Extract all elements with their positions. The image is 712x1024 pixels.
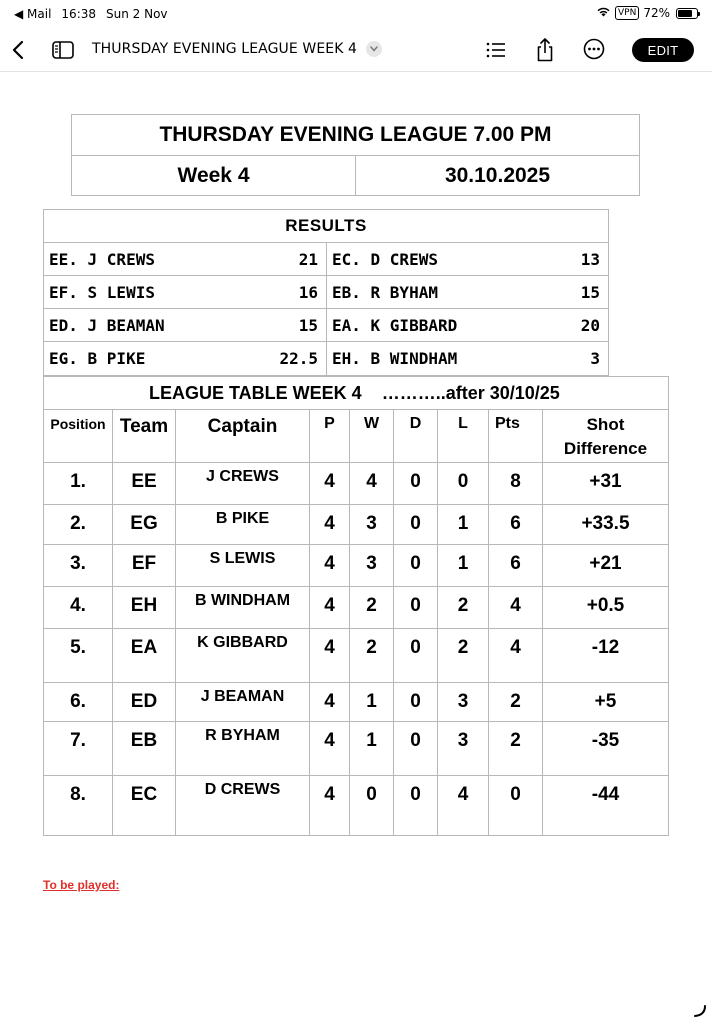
cell-captain: J BEAMAN	[176, 683, 310, 721]
cell-team: EH	[113, 587, 176, 628]
league-title: THURSDAY EVENING LEAGUE 7.00 PM	[72, 115, 639, 156]
resize-handle-icon[interactable]	[693, 1003, 707, 1022]
cell-shot-difference: +0.5	[586, 595, 625, 616]
battery-icon	[676, 8, 698, 19]
cell-captain: B PIKE	[176, 505, 310, 544]
chevron-down-icon[interactable]	[366, 41, 382, 57]
result-cell	[327, 309, 608, 341]
result-score: 3	[590, 349, 600, 368]
cell-played: 4	[310, 463, 350, 504]
result-team: EE. J CREWS	[49, 249, 155, 269]
result-cell	[327, 342, 608, 375]
cell-captain: S LEWIS	[176, 545, 310, 586]
result-cell	[327, 276, 608, 308]
cell-lost: 2	[438, 587, 489, 628]
result-team: EA. K GIBBARD	[332, 315, 458, 335]
cell-position: 3.	[44, 545, 113, 586]
vpn-badge: VPN	[615, 6, 639, 20]
cell-position: 6.	[44, 683, 113, 721]
cell-won: 1	[350, 722, 394, 775]
cell-points: 2	[489, 722, 543, 775]
battery-percent: 72%	[643, 6, 670, 20]
wifi-icon	[596, 6, 611, 20]
cell-played: 4	[310, 629, 350, 682]
cell-played: 4	[310, 587, 350, 628]
cell-won: 3	[350, 545, 394, 586]
cell-won: 2	[350, 587, 394, 628]
cell-won: 1	[350, 683, 394, 721]
cell-shot-difference: +33.5	[581, 513, 630, 534]
result-score: 20	[580, 315, 600, 335]
col-header-position: Position	[44, 410, 113, 462]
week-label: Week 4	[72, 156, 356, 196]
league-header-table	[71, 114, 640, 196]
cell-team: EC	[113, 776, 176, 835]
cell-captain: B WINDHAM	[176, 587, 310, 628]
match-date: 30.10.2025	[444, 164, 551, 187]
cell-played: 4	[310, 683, 350, 721]
col-header-lost: L	[438, 410, 489, 462]
result-cell	[44, 243, 327, 275]
league-table-caption	[44, 377, 668, 410]
result-team: EH. B WINDHAM	[332, 349, 458, 368]
edit-button[interactable]: EDIT	[632, 38, 694, 62]
cell-captain: K GIBBARD	[176, 629, 310, 682]
cell-points: 6	[489, 505, 543, 544]
col-header-shot-line2: Difference	[563, 439, 648, 458]
cell-lost: 1	[438, 505, 489, 544]
cell-drawn: 0	[394, 505, 438, 544]
col-header-shot-difference	[543, 410, 668, 462]
cell-points: 4	[489, 587, 543, 628]
status-date: Sun 2 Nov	[106, 7, 168, 21]
cell-lost: 2	[438, 629, 489, 682]
cell-played: 4	[310, 505, 350, 544]
cell-played: 4	[310, 722, 350, 775]
result-team: EG. B PIKE	[49, 349, 146, 368]
result-team: EB. R BYHAM	[332, 282, 438, 302]
cell-team: EB	[113, 722, 176, 775]
result-cell	[44, 309, 327, 341]
results-row	[44, 342, 608, 375]
result-cell	[327, 243, 608, 275]
cell-won: 3	[350, 505, 394, 544]
cell-position: 8.	[44, 776, 113, 835]
cell-points: 8	[489, 463, 543, 504]
result-score: 22.5	[279, 349, 318, 368]
result-team: EC. D CREWS	[332, 249, 438, 269]
cell-drawn: 0	[394, 587, 438, 628]
cell-team: EG	[113, 505, 176, 544]
league-table-after-date: ………..after 30/10/25	[381, 382, 560, 403]
cell-shot-difference: +5	[594, 691, 617, 712]
cell-drawn: 0	[394, 629, 438, 682]
result-team: EF. S LEWIS	[49, 282, 155, 302]
cell-lost: 4	[438, 776, 489, 835]
table-row	[44, 587, 668, 629]
table-row	[44, 505, 668, 545]
cell-drawn: 0	[394, 463, 438, 504]
cell-team: ED	[113, 683, 176, 721]
cell-drawn: 0	[394, 776, 438, 835]
more-icon[interactable]	[583, 38, 605, 64]
cell-played: 4	[310, 545, 350, 586]
result-score: 15	[580, 282, 600, 302]
cell-points: 4	[489, 629, 543, 682]
results-table	[43, 209, 609, 376]
cell-shot-difference: -44	[591, 784, 620, 805]
cell-position: 7.	[44, 722, 113, 775]
cell-lost: 3	[438, 683, 489, 721]
cell-position: 4.	[44, 587, 113, 628]
result-score: 16	[298, 282, 318, 302]
results-row	[44, 276, 608, 309]
cell-position: 5.	[44, 629, 113, 682]
league-table-body	[44, 463, 668, 835]
status-time: 16:38	[61, 7, 97, 21]
list-icon[interactable]	[485, 40, 507, 64]
result-score: 13	[580, 249, 600, 269]
cell-drawn: 0	[394, 722, 438, 775]
table-row	[44, 776, 668, 835]
result-score: 21	[298, 249, 318, 269]
col-header-captain: Captain	[176, 410, 310, 462]
cell-captain: D CREWS	[176, 776, 310, 835]
table-row	[44, 683, 668, 722]
nav-bar	[0, 28, 712, 72]
cell-played: 4	[310, 776, 350, 835]
col-header-won: W	[350, 410, 394, 462]
document-title[interactable]: THURSDAY EVENING LEAGUE WEEK 4	[92, 41, 358, 57]
results-row	[44, 243, 608, 276]
result-cell	[44, 342, 327, 375]
cell-team: EE	[113, 463, 176, 504]
cell-points: 6	[489, 545, 543, 586]
to-be-played-heading: To be played:	[43, 878, 120, 892]
back-to-mail-link[interactable]: ◀ Mail	[14, 7, 52, 21]
league-table	[43, 376, 669, 836]
cell-team: EA	[113, 629, 176, 682]
sidebar-icon[interactable]	[51, 39, 75, 61]
cell-shot-difference: +31	[589, 471, 622, 492]
cell-shot-difference: -12	[591, 637, 620, 658]
table-row	[44, 463, 668, 505]
table-row	[44, 722, 668, 776]
cell-team: EF	[113, 545, 176, 586]
cell-captain: J CREWS	[176, 463, 310, 504]
cell-points: 0	[489, 776, 543, 835]
cell-won: 0	[350, 776, 394, 835]
league-table-title: LEAGUE TABLE WEEK 4	[149, 382, 362, 403]
table-row	[44, 545, 668, 587]
result-team: ED. J BEAMAN	[49, 315, 165, 335]
cell-shot-difference: -35	[591, 730, 620, 751]
cell-drawn: 0	[394, 545, 438, 586]
cell-shot-difference: +21	[589, 553, 622, 574]
cell-position: 2.	[44, 505, 113, 544]
league-table-header-row	[44, 410, 668, 463]
col-header-shot-line1: Shot	[586, 415, 625, 434]
cell-lost: 3	[438, 722, 489, 775]
cell-points: 2	[489, 683, 543, 721]
cell-lost: 0	[438, 463, 489, 504]
status-bar	[0, 0, 712, 28]
cell-position: 1.	[44, 463, 113, 504]
cell-captain: R BYHAM	[176, 722, 310, 775]
cell-won: 2	[350, 629, 394, 682]
table-row	[44, 629, 668, 683]
result-score: 15	[298, 315, 318, 335]
col-header-played: P	[310, 410, 350, 462]
results-heading: RESULTS	[44, 210, 608, 243]
results-row	[44, 309, 608, 342]
col-header-team: Team	[113, 410, 176, 462]
cell-lost: 1	[438, 545, 489, 586]
back-chevron-icon[interactable]	[8, 36, 28, 64]
cell-drawn: 0	[394, 683, 438, 721]
result-cell	[44, 276, 327, 308]
share-icon[interactable]	[535, 37, 555, 67]
col-header-points: Pts	[489, 410, 543, 462]
cell-won: 4	[350, 463, 394, 504]
col-header-drawn: D	[394, 410, 438, 462]
